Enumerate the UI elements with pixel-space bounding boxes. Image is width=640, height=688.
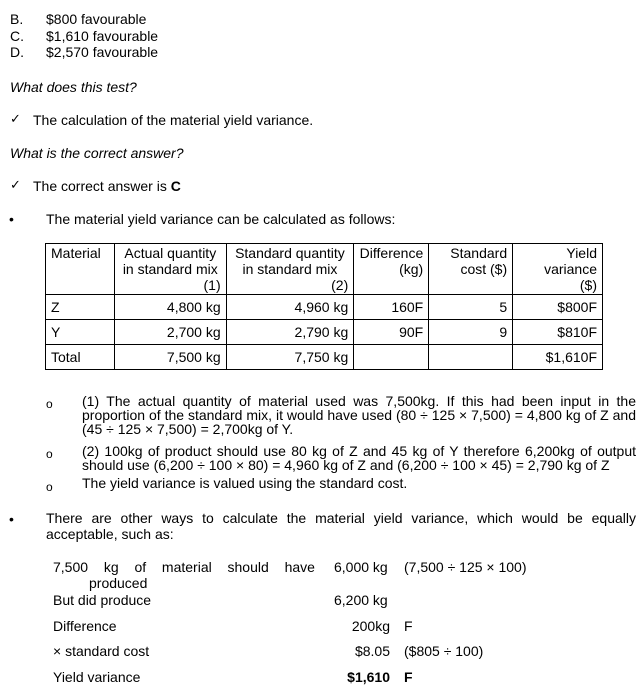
cell-material: Y [46, 320, 115, 345]
cell-yield-variance: $800F [513, 295, 603, 320]
header-standard-qty: Standard quantity in standard mix (2) [226, 244, 354, 295]
calc-line1-value: 6,000 kg [334, 559, 388, 575]
option-d [0, 44, 300, 60]
bullet-icon: • [9, 511, 14, 527]
check-icon: ✓ [10, 178, 21, 193]
answer-correct [0, 178, 640, 194]
bullet-calc-intro [0, 211, 640, 227]
calc-line2-label: But did produce [53, 592, 152, 608]
cell-difference: 90F [354, 320, 429, 345]
cell-actual-qty: 7,500 kg [114, 345, 226, 370]
calc-line4-value: $8.05 [354, 643, 390, 659]
cell-standard-cost: 5 [429, 295, 513, 320]
calc-line5-note: F [404, 669, 413, 685]
answer-prefix: The correct answer is [33, 178, 171, 194]
cell-yield-variance: $1,610F [513, 345, 603, 370]
cell-difference [354, 345, 429, 370]
table-row [46, 320, 603, 345]
bullet-icon: • [9, 211, 14, 227]
circle-bullet-icon: o [46, 447, 53, 461]
header-actual-qty: Actual quantity in standard mix (1) [114, 244, 226, 295]
bullet-alternative-method: There are other ways to calculate the material yield variance, which would be equally acceptable, such as: [46, 510, 636, 542]
cell-standard-cost: 9 [429, 320, 513, 345]
option-text: $1,610 favourable [46, 28, 159, 44]
option-b [0, 11, 300, 27]
option-text: $2,570 favourable [46, 44, 159, 60]
answer-text: The calculation of the material yield variance. [33, 112, 314, 128]
calc-line3-label: Difference [53, 618, 117, 634]
calc-line3-value: 200kg [351, 618, 390, 634]
calc-line4-note: ($805 ÷ 100) [404, 643, 484, 659]
calc-line3-note: F [404, 618, 413, 634]
bullet-text: The material yield variance can be calculated as follows: [46, 211, 396, 227]
note-1: (1) The actual quantity of material used was 7,500kg. If this had been input in the proportion of the standard mix, it would have used (80 ÷ 125 × 7,500) = 4,800 kg of Z and (45 ÷ 125 × 7,500) = 2,700kg of Y. [82, 393, 636, 437]
option-letter: D. [10, 44, 24, 60]
header-standard-cost: Standard cost ($) [429, 244, 513, 295]
calc-line1-label: 7,500 kg of material should have [53, 559, 315, 575]
calc-line2-value: 6,200 kg [334, 592, 388, 608]
circle-bullet-icon: o [46, 480, 53, 494]
note-2: (2) 100kg of product should use 80 kg of Z and 45 kg of Y therefore 6,200kg of output should use (6,200 ÷ 100 × 80) = 4,960 kg of Z and (6,200 ÷ 100 × 45) = 2,790 kg of Z [82, 443, 636, 473]
table-header-row [46, 244, 603, 295]
table-row-total [46, 345, 603, 370]
option-letter: C. [10, 28, 24, 44]
question-what-test: What does this test? [10, 79, 137, 95]
answer-what-test [0, 112, 640, 128]
header-material: Material [46, 244, 115, 295]
cell-yield-variance: $810F [513, 320, 603, 345]
question-correct-answer: What is the correct answer? [10, 145, 184, 161]
cell-actual-qty: 2,700 kg [114, 320, 226, 345]
calc-line5-label: Yield variance [53, 669, 141, 685]
option-text: $800 favourable [46, 11, 147, 27]
header-difference: Difference (kg) [354, 244, 429, 295]
calc-line5-value: $1,610 [347, 669, 390, 685]
table-row [46, 295, 603, 320]
calc-line4-label: × standard cost [53, 643, 150, 659]
circle-bullet-icon: o [46, 397, 53, 411]
cell-standard-qty: 4,960 kg [226, 295, 354, 320]
header-yield-variance: Yield variance ($) [513, 244, 603, 295]
option-letter: B. [10, 11, 24, 27]
cell-material: Total [46, 345, 115, 370]
cell-material: Z [46, 295, 115, 320]
cell-difference: 160F [354, 295, 429, 320]
cell-actual-qty: 4,800 kg [114, 295, 226, 320]
check-icon: ✓ [10, 112, 21, 127]
cell-standard-cost [429, 345, 513, 370]
calc-line1-note: (7,500 ÷ 125 × 100) [404, 559, 527, 575]
note-3: The yield variance is valued using the standard cost. [82, 475, 408, 491]
cell-standard-qty: 2,790 kg [226, 320, 354, 345]
yield-variance-table [45, 243, 603, 370]
answer-letter: C [170, 178, 181, 194]
cell-standard-qty: 7,750 kg [226, 345, 354, 370]
calc-line1-label-cont: produced [89, 575, 148, 591]
option-c [0, 28, 300, 44]
